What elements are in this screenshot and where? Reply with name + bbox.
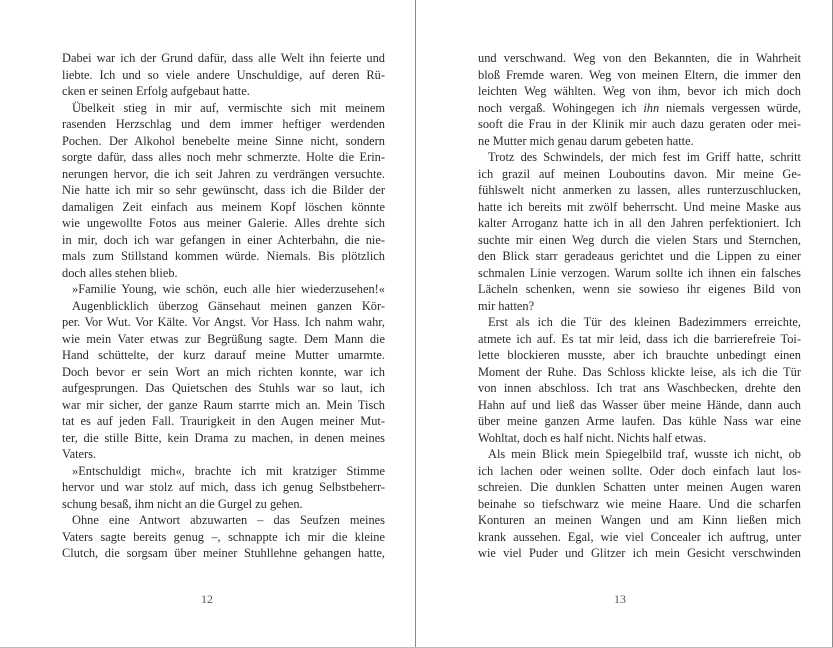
text-line-content: ter, die stille Bitte, kein Drama zu machen, in denen meines [62, 430, 385, 445]
text-line [478, 83, 801, 100]
text-line-content: schmalen Linie verzogen. Warum sollte ich ihnen ein falsches [478, 265, 801, 280]
text-line-content: ich lachen oder weinen sollte. Oder doch einfach laut los- [478, 463, 801, 478]
text-line-content: »Familie Young, wie schön, euch alle hier wiederzusehen!« [72, 282, 385, 296]
text-line-content: in mir, doch ich war gefangen in einer Achterbahn, die nie- [62, 232, 385, 247]
text-line-content: nerungen hervor, die ich seit Jahren zu verdrängen versuchte. [62, 166, 385, 181]
text-line [478, 479, 801, 496]
text-line [478, 298, 801, 315]
text-line [62, 199, 385, 216]
text-line [478, 529, 801, 546]
text-line [62, 281, 385, 298]
text-line [478, 232, 801, 249]
text-line-content: bloß Fremde waren. Weg von meinen Eltern, die immer den [478, 67, 801, 82]
text-line-content: rasenden Herzschlag und dem immer heftiger werdenden [62, 117, 385, 131]
text-line-content: Trotz des Schwindels, der mich fest im Griff hatte, schritt [488, 150, 801, 164]
text-line-content: Clutch, die sorgsam über meiner Stuhllehne gehangen hatte, [62, 546, 385, 560]
text-line [478, 545, 801, 562]
text-line [478, 133, 801, 150]
text-line-content: atmete ich auf. Es tat mir leid, dass ich die barrierefreie Toi- [478, 331, 801, 346]
left-page [0, 0, 416, 647]
text-line-content: hatte ich bereits mit zwölf beherrscht. Und meine Maske aus [478, 199, 801, 214]
text-line-content: beinahe so tiefschwarz wie meine Haare. Und die scharfen [478, 496, 801, 511]
text-line [478, 199, 801, 216]
text-line [478, 512, 801, 529]
text-line-content: leichten Weg wählten. Weg von ihm, bevor ich mich doch [478, 84, 801, 98]
text-line [478, 67, 801, 84]
text-line-content: Übelkeit stieg in mir auf, vermischte sich mit meinem [72, 100, 385, 115]
text-line-content: schung besaß, ihm nicht an die Gurgel zu gehen. [62, 496, 303, 511]
text-line-content: Moment der Ruhe. Das Schloss klickte leise, als ich die Tür [478, 364, 801, 379]
text-line-content: cken er seinen Erfolg aufgebaut hatte. [62, 84, 250, 98]
text-line [62, 215, 385, 232]
text-line [478, 248, 801, 265]
text-line [478, 446, 801, 463]
text-line [478, 430, 801, 447]
text-line-content: aufgesprungen. Das Quietschen des Stuhls war so laut, ich [62, 381, 385, 395]
text-line [62, 298, 385, 315]
text-line-content: Lächeln schenken, wenn sie sowieso ihr eigenes Bild von [478, 282, 801, 296]
text-line [62, 232, 385, 249]
text-line [62, 347, 385, 364]
text-line [62, 83, 385, 100]
text-line [478, 281, 801, 298]
text-line [62, 133, 385, 150]
text-line-content: den Blick starr geradeaus gerichtet und die Lippen zu einer [478, 249, 801, 263]
text-line-content: Hahn auf und ließ das Wasser über meine Hände, dann auch [478, 397, 801, 412]
text-line [62, 50, 385, 67]
text-line [478, 116, 801, 133]
text-line-content: mir hatten? [478, 298, 535, 313]
text-line-content: Doch bevor er sein Wort an mich richten konnte, war ich [62, 364, 385, 379]
text-line [62, 265, 385, 282]
text-line-content: ne Mutter mich genau darum gebeten hatte. [478, 133, 694, 148]
text-line [62, 331, 385, 348]
text-line-content: Erst als ich die Tür des kleinen Badezimmers erreichte, [488, 315, 801, 329]
text-line-content: liebte. Ich und so viele andere Unschuldige, auf deren Rü- [62, 67, 385, 82]
text-line-content: Vaters. [62, 447, 97, 461]
text-line-content: Wohltat, doch es half nicht. Nichts half etwas. [478, 430, 707, 445]
text-line [62, 380, 385, 397]
text-line [478, 347, 801, 364]
text-line-content: Pochen. Der Alkohol benebelte meine Sinne nicht, sondern [62, 133, 385, 148]
text-line-content: damaligen Zeit einfach aus meinem Kopf löschen könnte [62, 199, 385, 214]
text-line-content: tat es auf jeden Fall. Traurigkeit in den Augen meiner Mut- [62, 414, 385, 428]
text-line [478, 413, 801, 430]
text-line-content: lette blockieren musste, aber ich brauchte unbedingt einen [478, 348, 801, 362]
text-line-content: Ohne eine Antwort abzuwarten – das Seufzen meines [72, 513, 385, 527]
text-line [62, 248, 385, 265]
text-line-content: niemals vergessen würde, [659, 100, 801, 115]
text-line [62, 397, 385, 414]
text-line-content: Hand schüttelte, der kurz darauf meine Mutter umarmte. [62, 348, 385, 362]
text-line [62, 100, 385, 117]
text-line-content: wie ungewollte Fotos aus meiner Galerie. Alles drehte sich [62, 216, 385, 230]
left-page-text [62, 50, 385, 562]
page-number: 13 [614, 592, 626, 606]
page-number: 12 [201, 592, 213, 606]
text-line [478, 331, 801, 348]
text-line [478, 314, 801, 331]
text-line-content: »Entschuldigt mich«, brachte ich mit kratziger Stimme [72, 463, 385, 478]
text-line-content: von innen abschloss. Ich trat ans Waschbecken, drehte den [478, 381, 801, 395]
text-line [62, 496, 385, 513]
text-line-content: kalter Arroganz hatte ich in all den Jahren perfektioniert. Ich [478, 216, 801, 230]
text-line-content: schreien. Die dunklen Schatten unter meinen Augen waren [478, 480, 801, 494]
text-line [62, 512, 385, 529]
text-line [62, 463, 385, 480]
text-line [478, 380, 801, 397]
text-line [62, 149, 385, 166]
text-line-content: war mir sicher, der ganze Raum starrte mich an. Mein Tisch [62, 397, 385, 412]
text-line-content: Konturen an meinen Wangen und am Kinn ließen mich [478, 513, 801, 527]
text-line-content: Nie hatte ich mir so sehr gewünscht, dass ich die Bilder der [62, 183, 385, 197]
text-line-content: Als mein Blick mein Spiegelbild traf, wusste ich nicht, ob [488, 447, 801, 461]
text-line [478, 463, 801, 480]
right-page [416, 0, 833, 647]
text-line [478, 149, 801, 166]
text-line [62, 166, 385, 183]
text-line [62, 314, 385, 331]
text-line [62, 529, 385, 546]
text-line [62, 430, 385, 447]
text-line [478, 265, 801, 282]
text-line-content: Vaters sagte bereits genug –, schnappte ich mir die kleine [62, 529, 385, 544]
text-line-content: per. Vor Wut. Vor Kälte. Vor Angst. Vor Hass. Ich nahm wahr, [62, 315, 385, 329]
text-line-content: ich grazil auf meinen Louboutins davon. Mir meine Ge- [478, 166, 801, 181]
text-line-content: doch alles stehen blieb. [62, 265, 178, 280]
text-line-content: Augenblicklich überzog Gänsehaut meinen ganzen Kör- [72, 298, 385, 313]
text-line [62, 479, 385, 496]
text-line [62, 413, 385, 430]
text-line-content: hervor und war stolz auf mich, dass ich genug Selbstbeherr- [62, 480, 385, 494]
text-line-content: sorgte dafür, dass alles noch mehr schmerzte. Holte die Erin- [62, 150, 385, 164]
text-line [478, 182, 801, 199]
text-line-content: mals zum Stillstand kommen würde. Niemals. Bis plötzlich [62, 249, 385, 263]
text-line [478, 397, 801, 414]
text-line-content: Dabei war ich der Grund dafür, dass alle Welt ihn feierte und [62, 51, 385, 65]
text-line-content: sooft die Frau in der Klinik mir auch dazu geraten oder mei- [478, 117, 801, 131]
text-line [62, 67, 385, 84]
text-line-content: suchte mir einen Weg durch die vielen Stars und Sternchen, [478, 232, 801, 247]
text-line [478, 50, 801, 67]
text-line [478, 166, 801, 183]
text-line [62, 446, 385, 463]
text-line-content: wie mein Vater etwas zur Begrüßung sagte. Dem Mann die [62, 331, 385, 346]
text-line-content: wie viel Puder und Glitzer ich mein Gesicht verschwinden [478, 546, 801, 560]
text-line [478, 364, 801, 381]
emphasized-word: ihn [643, 100, 660, 115]
text-line-content: krank aussehen. Egal, wie viel Concealer ich auftrug, unter [478, 529, 801, 544]
text-line [478, 496, 801, 513]
text-line [62, 116, 385, 133]
right-page-text [478, 50, 801, 562]
text-line-content: über meine ganzen Arme laufen. Das kühle Nass war eine [478, 414, 801, 428]
text-line [62, 545, 385, 562]
text-line [478, 215, 801, 232]
text-line [62, 364, 385, 381]
text-line [478, 100, 801, 117]
text-line-content: und verschwand. Weg von den Bekannten, die in Wahrheit [478, 51, 801, 65]
text-line [62, 182, 385, 199]
text-line-content: fühlswelt nicht anmerken zu lassen, alles runterzuschlucken, [478, 183, 801, 197]
text-line-content: noch vergaß. Wohingegen ich [478, 100, 644, 115]
